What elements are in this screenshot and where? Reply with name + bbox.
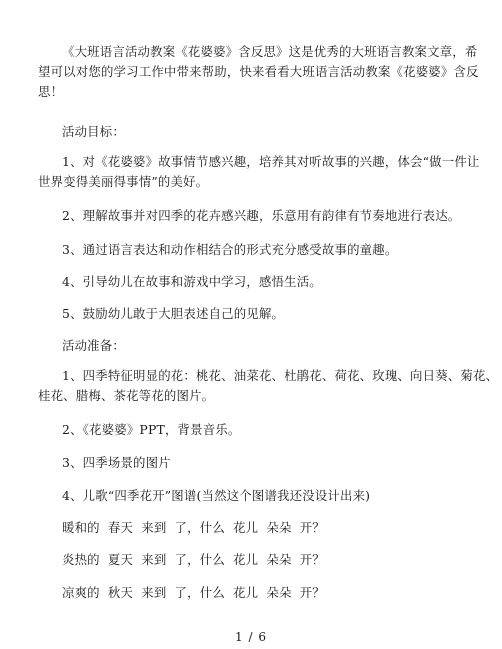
prep-item-2: 2、《花婆婆》PPT，背景音乐。 [62,422,241,437]
goal-item-4: 4、引导幼儿在故事和游戏中学习，感悟生活。 [62,274,322,289]
prep-heading: 活动准备： [62,338,125,353]
intro-line-2: 望可以对您的学习工作中带来帮助，快来看看大班语言活动教案《花婆婆》含反 [38,64,479,79]
song-line-3: 凉爽的 秋天 来到 了，什么 花儿 朵朵 开？ [62,585,325,600]
goal-item-1-line-1: 1、对《花婆婆》故事情节感兴趣，培养其对听故事的兴趣，体会“做一件让 [62,154,480,169]
prep-item-4: 4、儿歌“四季花开”图谱(当然这个图谱我还没设计出来) [62,488,371,503]
goal-item-3: 3、通过语言表达和动作相结合的形式充分感受故事的童趣。 [62,242,398,257]
page-indicator: 1 / 6 [235,630,267,644]
goals-heading: 活动目标： [62,124,125,139]
song-line-1: 暖和的 春天 来到 了，什么 花儿 朵朵 开？ [62,520,325,535]
goal-item-2: 2、理解故事并对四季的花卉感兴趣，乐意用有韵律有节奏地进行表达。 [62,208,461,223]
intro-line-3: 思！ [38,84,64,99]
prep-item-1 [38,366,499,406]
intro-paragraph [38,42,479,102]
prep-item-1-line-1: 1、四季特征明显的花：桃花、油菜花、杜鹃花、荷花、玫瑰、向日葵、菊花、 [62,368,499,383]
intro-line-1: 《大班语言活动教案《花婆婆》含反思》这是优秀的大班语言教案文章，希 [62,44,478,59]
goal-item-1-line-2: 世界变得美丽得事情”的美好。 [38,174,209,189]
song-line-2: 炎热的 夏天 来到 了，什么 花儿 朵朵 开？ [62,552,325,567]
goal-item-5: 5、鼓励幼儿敢于大胆表述自己的见解。 [62,306,285,321]
prep-item-3: 3、四季场景的图片 [62,455,171,470]
goal-item-1 [38,152,480,192]
prep-item-1-line-2: 桂花、腊梅、茶花等花的图片。 [38,388,215,403]
